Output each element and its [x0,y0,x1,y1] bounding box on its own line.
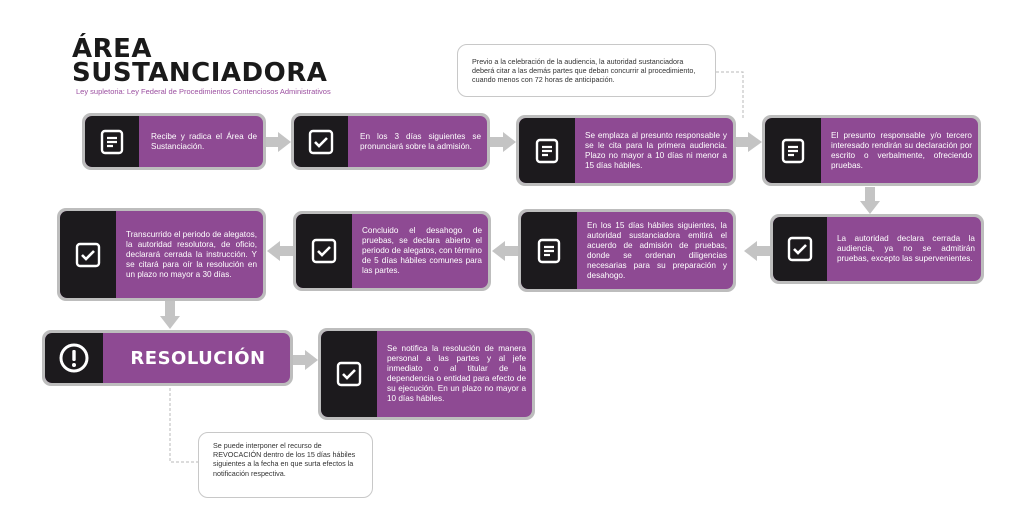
arrow-8-res [160,301,180,329]
page-subtitle: Ley supletoria: Ley Federal de Procedimientos Contenciosos Administrativos [76,87,331,96]
document-icon [519,118,575,183]
title-line-2: SUSTANCIADORA [72,58,328,88]
step-2-text: En los 3 días siguientes se pronunciará sobre la admisión. [360,131,481,151]
checkbox-icon [294,116,348,167]
note-connector-audiencia [716,72,743,118]
page-title [72,34,328,88]
step-4-text: El presunto responsable y/o tercero interesado rendirán su declaración por escrito o verbalmente, ofreciendo pruebas. [831,130,972,170]
step-8-text: Transcurrido el periodo de alegatos, la autoridad resolutora, de oficio, declarará cerrada la instrucción. Y se citará para oír la resolución en un plazo no mayor a 30 días. [126,229,257,279]
step-5 [770,214,984,284]
arrow-7-8 [267,241,293,261]
exclamation-icon [45,333,103,383]
checkbox-icon [296,214,352,288]
document-icon [765,118,821,183]
step-3-text: Se emplaza al presunto responsable y se le cita para la primera audiencia. Plazo no mayor a 10 días ni menor a 15 días hábiles. [585,130,727,170]
step-3 [516,115,736,186]
step-6-text: En los 15 días hábiles siguientes, la autoridad sustanciadora emitirá el acuerdo de admisión de pruebas, donde se ordenan diligencias necesarias para su preparación y desahogo. [587,220,727,280]
arrow-2-3 [490,132,516,152]
note-revocacion [198,432,373,498]
arrow-3-4 [736,132,762,152]
step-4 [762,115,981,186]
step-5-text: La autoridad declara cerrada la audiencia, ya no se admitirán pruebas, excepto las supervenientes. [837,234,975,263]
checkbox-icon [60,211,116,298]
step-1-text: Recibe y radica el Área de Sustanciación. [151,131,257,151]
step-1 [82,113,266,170]
arrow-1-2 [266,132,291,152]
checkbox-icon [773,217,827,281]
note-connector-revocacion [170,388,198,462]
arrow-res-9 [293,350,318,370]
note-audiencia-text: Previo a la celebración de la audiencia, la autoridad sustanciadora deberá citar a las demás partes que deban concurrir al procedimiento, cuando menos con 72 horas de anticipación. [472,57,696,85]
step-7 [293,211,491,291]
checkbox-icon [321,331,377,417]
step-9 [318,328,535,420]
arrow-6-7 [492,241,518,261]
title-line-1: ÁREA [72,34,153,64]
resolution-label: RESOLUCIÓN [130,347,266,369]
step-7-text: Concluido el desahogo de pruebas, se declara abierto el periodo de alegatos, con término de 5 días hábiles comunes para las partes. [362,226,482,275]
step-8 [57,208,266,301]
step-6 [518,209,736,292]
note-revocacion-text: Se puede interponer el recurso de REVOCACIÓN dentro de los 15 días hábiles siguientes a la fecha en que surta efectos la notificación respectiva. [213,441,356,478]
step-2 [291,113,490,170]
note-audiencia [457,44,716,97]
document-icon [85,116,139,167]
document-icon [521,212,577,289]
arrow-5-6 [744,241,770,261]
step-9-text: Se notifica la resolución de manera personal a las partes y al jefe inmediato o al titular de la dependencia o entidad para efecto de su ejecución. En un plazo no mayor a 10 días hábiles. [387,344,526,403]
arrow-4-5 [860,187,880,214]
